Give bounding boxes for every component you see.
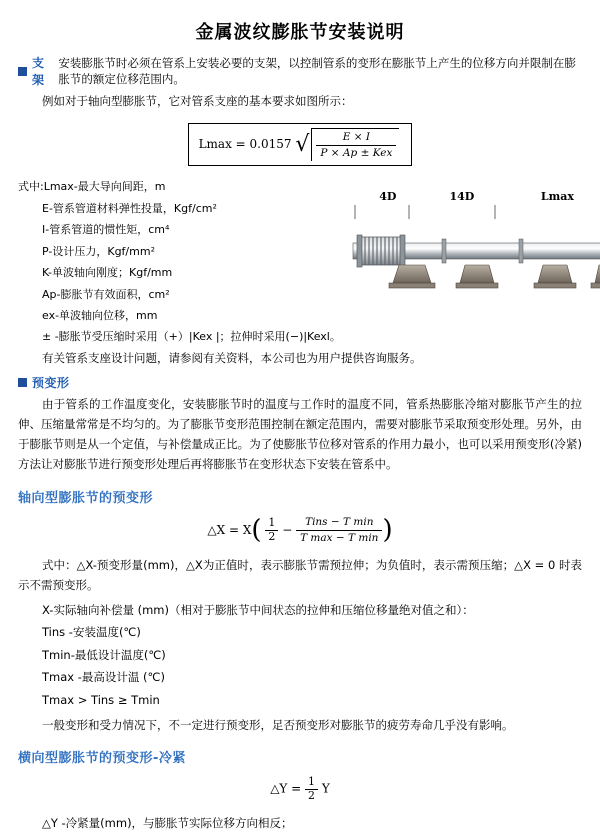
pipe-support-diagram-svg	[347, 203, 600, 303]
formula-half-denominator: 2	[268, 529, 276, 543]
legend-item: I-管系管道的惯性矩，cm⁴	[42, 223, 170, 237]
axial-note: 一般变形和受力情况下，不一定进行预变形，足否预变形对膨胀节的疲劳寿命几乎没有影响。	[42, 718, 514, 733]
sqrt-icon: √	[295, 131, 310, 157]
section-heading-support	[18, 54, 582, 88]
square-bullet-icon	[18, 378, 27, 387]
legend-item: E-管系管道材料弹性投量，Kgf/cm²	[42, 201, 217, 215]
diagram-dimension-labels	[357, 190, 600, 203]
legend-and-diagram-block	[18, 176, 582, 348]
section-heading-predeform-label: 预变形	[32, 376, 70, 390]
formula-delta-y-rhs: Y	[321, 781, 330, 796]
formula-delta-y-half	[305, 776, 318, 802]
diagram-panel	[347, 176, 600, 313]
axial-item: Tmax -最高设计温 (℃)	[42, 670, 165, 685]
legend-item: Ap-膨胀节有效面积，cm²	[42, 287, 170, 301]
diagram-label-14d: 14D	[449, 190, 475, 204]
formula-delta-y	[18, 776, 582, 802]
legend-item: ex-单波轴向位移，mm	[42, 309, 158, 322]
subheading-lateral-predeform: 横向型膨胀节的预变形-冷紧	[18, 751, 186, 767]
section-support-para2: 例如对于轴向型膨胀节，它对管系支座的基本要求如图所示：	[42, 94, 353, 108]
formula-lmax-lhs: Lmax = 0.0157	[198, 137, 292, 152]
formula-delta-x-num: Tins − T min	[296, 516, 382, 531]
legend-item: ± -膨胀节受压缩时采用（+）|Kex |；拉伸时采用(−)|Kexl。	[42, 330, 341, 344]
formula-delta-x-den: T max − T min	[300, 531, 379, 544]
diagram-label-lmax: Lmax	[540, 190, 574, 204]
formula-delta-y-lhs: △Y =	[270, 781, 302, 796]
section-predeform-body: 由于管系的工作温度变化，安装膨胀节时的温度与工作时的温度不同，管系热膨胀冷缩对膨胀节产生的拉伸、压缩量常常是不均匀的。为了膨胀节变形范围控制在额定范围内，需要对膨胀节采取预变形处理。另外，由于膨胀节则是从一个定值，与补偿量成正比。为了使膨胀节位移对管系的作用力最小，也可以采用预变形(冷紧)方法让对膨胀节进行预变形处理后再将膨胀节在变形状态下安装在管系中。	[18, 397, 582, 472]
section-support-body: 安装膨胀节时必须在管系上安装必要的支架，以控制管系的变形在膨胀节上产生的位移方向并限制在膨胀节的额定位移范围内。	[58, 56, 576, 86]
formula-delta-x-half	[265, 517, 278, 543]
formula-lmax-radicand	[311, 128, 399, 161]
square-bullet-icon	[18, 67, 27, 76]
page-title: 金属波纹膨胀节安装说明	[195, 22, 405, 43]
legend-list	[18, 176, 341, 348]
legend-item: K-单波轴向刚度；Kgf/mm	[42, 266, 173, 280]
formula-delta-x-open-paren: (	[251, 514, 262, 545]
formula-delta-x-close-paren: )	[382, 514, 393, 545]
formula-delta-x-minus: −	[282, 522, 293, 537]
formula-lmax-fraction	[316, 131, 396, 160]
axial-item: Tins -安装温度(℃)	[42, 625, 141, 640]
formula-half-numerator: 1	[305, 776, 318, 790]
formula-lmax-wrapper	[18, 115, 582, 176]
anchor-support	[389, 265, 435, 288]
formula-lmax	[188, 123, 413, 166]
legend-item: P-设计压力，Kgf/mm²	[42, 244, 155, 258]
formula-half-numerator: 1	[265, 517, 278, 531]
lateral-explain: △Y -冷紧量(mm)，与膨胀节实际位移方向相反；	[42, 815, 293, 830]
guide-support-2	[534, 265, 576, 288]
pipe-support-diagram	[347, 203, 600, 313]
diagram-label-4d: 4D	[379, 190, 397, 204]
formula-half-denominator: 2	[308, 788, 316, 802]
axial-item: Tmax > Tins ≥ Tmin	[42, 692, 160, 707]
subheading-axial-predeform: 轴向型膨胀节的预变形	[18, 490, 154, 506]
legend-item: 式中:Lmax-最大导向间距，m	[18, 180, 166, 194]
axial-item: X-实际轴向补偿量 (mm)（相对于膨胀节中间状态的拉伸和压缩位移量绝对值之和）：	[42, 603, 474, 617]
axial-item: Tmin-最低设计温度(℃)	[42, 647, 166, 662]
end-support	[591, 265, 600, 288]
support-design-note: 有关管系支座设计问题，请参阅有关资料，本公司也为用户提供咨询服务。	[42, 350, 422, 365]
formula-delta-x	[18, 516, 582, 545]
section-heading-predeform	[18, 374, 582, 391]
formula-delta-x-fraction	[296, 516, 382, 545]
guide-support-1	[456, 265, 498, 288]
section-heading-support-label: 支架	[32, 56, 45, 87]
formula-lmax-numerator: E × I	[316, 131, 396, 146]
formula-lmax-denominator: P × Ap ± Kex	[320, 147, 393, 160]
formula-delta-x-lhs: △X = X	[207, 522, 252, 537]
axial-explain: 式中：△X-预变形量(mm)，△X为正值时，表示膨胀节需预拉伸；为负值时，表示需预压缩；△X = 0 时表示不需预变形。	[18, 557, 582, 592]
